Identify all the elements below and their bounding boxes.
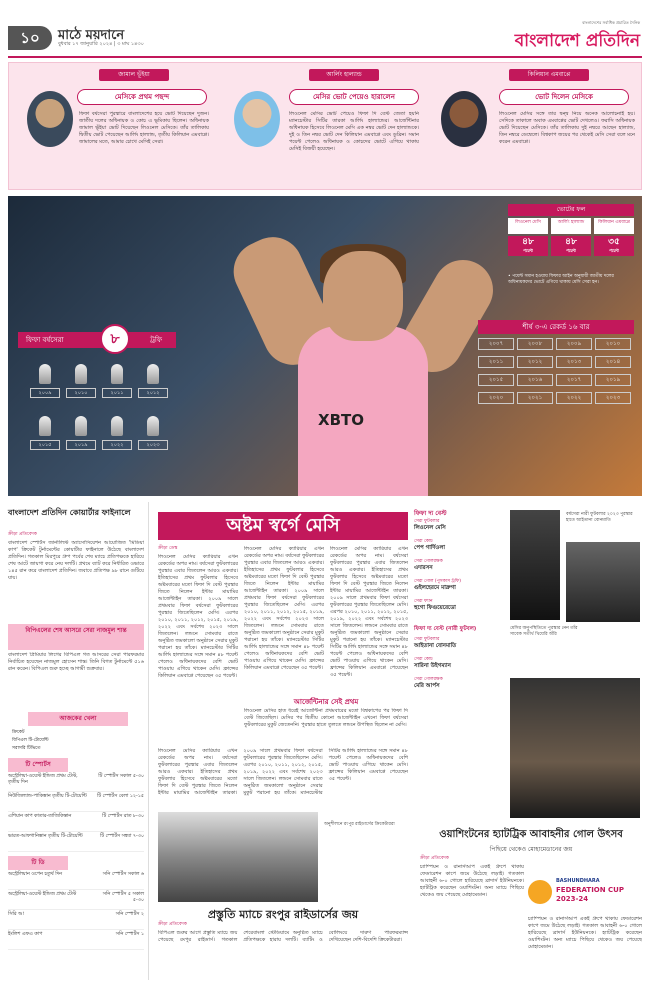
schedule-time: টি স্পোর্টস সকাল ৫-৩০: [98, 774, 144, 779]
award-winner: আইতানা বোনমাতি: [414, 643, 457, 649]
award-label: সেরা গোলরক্ষক: [414, 677, 443, 682]
story2-headline: বিপিএলের শেষ আসরে সেরা নাজমুল শান্ত: [8, 624, 144, 650]
today-item-2: বিপিএল টি-টোয়েন্টি: [12, 738, 49, 743]
lower-section: [8, 502, 642, 980]
vote-points-unit: পয়েন্ট: [609, 248, 619, 253]
story1-byline: ক্রীড়া প্রতিবেদক: [8, 532, 37, 537]
schedule-time: সনি স্পোর্টস সকাল ৬: [102, 872, 144, 877]
award-winner: পেপ গার্দিওলা: [414, 545, 446, 551]
trophy-cell: [138, 362, 168, 402]
trophy-year: ২০১২: [138, 388, 168, 398]
trophy-year: ২০০৯: [30, 388, 60, 398]
top3-year: ২০২৩: [595, 392, 631, 404]
schedule-match: সিরি আ: [8, 912, 24, 917]
award-label: সেরা কোচ: [414, 539, 433, 544]
brand-logo: [440, 20, 640, 52]
vote-points-value: ৪৮: [522, 237, 534, 247]
henry-photo: [566, 542, 640, 622]
masthead: [0, 0, 650, 58]
vote-messi: [508, 218, 548, 258]
tag-mbappe: কিলিয়ান এমবাপ্পে: [509, 69, 589, 81]
trophy-cell: [30, 362, 60, 402]
rangpur-byline: ক্রীড়া প্রতিবেদক: [158, 922, 187, 927]
text-haaland: লিওনেল মেসির ভোট পেয়েও ফিফা দি বেস্ট জেতা হয়নি ম্যানচেস্টার সিটির তারকা আর্লিং হাল্যান্ডের। আর্জেন্টিনার অধিনায়ক হিসেবে লিওনেল মেসি এক নম্বর ভোট দেন হাল্যান্ডকে। দুই ও তিন নম্বর ভোট দেন কিলিয়ান এমবাপ্পে এবং ডুব্রিন। সমান পয়েন্ট পেলেও অধিনায়ক ও কোচদের ভোটে এগিয়ে থাকায় মেসিই বিজয়ী হয়েছেন।: [289, 111, 419, 152]
page-number: ১০: [8, 26, 52, 50]
sub-headline: আর্জেন্টিনার সেই প্রথম: [293, 698, 359, 706]
tag-haaland: আর্লিং হাল্যান্ড: [309, 69, 379, 81]
top3-year: ২০২১: [517, 392, 553, 404]
top3-year: ২০১০: [595, 338, 631, 350]
text-jamal: ফিফা বর্ষসেরা পুরস্কারে বাংলাদেশের হয়ে ভোট দিয়েছেন দুজন। জাতীয় দলের অধিনায়ক ও কোচ এ ভূমিকায় ছিলেন। অধিনায়ক জামাল ভূঁইয়া ভোট দিয়েছেন লিওনেল মেসিকে। তাঁর তালিকায় দ্বিতীয় ভোট পেয়েছেন আর্লিং হাল্যান্ড, তৃতীয় কিলিয়ান এমবাপ্পে। জামালের মতে, আমার চোখে মেসিই সেরা।: [79, 111, 209, 145]
top3-year: ২০২২: [556, 392, 592, 404]
washington-text-cont: চ্যাম্পিয়ন ও রানার্সআপ একই গ্রুপে থাকায় ফেডারেশন কাপে জমে উঠেছে লড়াই। গতকাল আবাহনী ৬-০ গোলে হারিয়েছে ব্রাদার্স ইউনিয়নকে। হ্যাটট্রিক করেছেন ওয়াশিংটন। অন্য ম্যাচে পিছিয়ে থেকেও জয় পেয়েছে মোহামেডান।: [528, 916, 642, 950]
schedule-time: সনি স্পোর্টস ২: [115, 912, 144, 917]
vote-name: আর্লিং হাল্যান্ড: [551, 218, 591, 234]
schedule-match: অস্ট্রেলিয়া-ওয়েস্ট ইন্ডিজ প্রথম টেস্ট: [8, 892, 77, 897]
vote-haaland: [551, 218, 591, 258]
today-games-bar: আজকের খেলা: [28, 712, 128, 726]
women-awards-list: [414, 636, 504, 706]
top3-years-grid: [478, 338, 634, 418]
trophy-icon: [147, 416, 159, 436]
federation-cup-logo: [528, 874, 638, 914]
tv-bar: টি ডি: [8, 856, 68, 870]
headline-mbappe: ভোট দিলেন মেসিকে: [499, 89, 629, 105]
rangpur-caption: অনুশীলনে রংপুর রাইডার্সের ক্রিকেটাররা: [324, 822, 395, 827]
rangpur-text: বিপিএল শুরুর আগে প্রস্তুতি ম্যাচে জয় পেয়েছে রংপুর রাইডার্স। গতকাল শেরেবাংলা স্টেডিয়ামে অনুষ্ঠিত ম্যাচে প্রতিপক্ষকে হারায় দলটি। ব্যাটিং ও বোলিংয়ে দারুণ পারফরম্যান্স দেখিয়েছেন দেশি-বিদেশি ক্রিকেটাররা।: [158, 930, 408, 943]
schedule-row: [8, 774, 144, 792]
trophy-icon: [111, 416, 123, 436]
schedule-row: [8, 814, 144, 832]
story2-text: বাংলাদেশ প্রিমিয়ার লিগের বিপিএল গত আসরের সেরা পারফরমার নির্বাচিত হয়েছেন নাজমুল হোসেন শান্ত। তিনি বিগত টুর্নামেন্টে ৫১৬ রান করেন। বিপিএল শুরু হচ্ছে আগামী শুক্রবার।: [8, 652, 144, 672]
washington-headline: ওয়াশিংটনের হ্যাটট্রিক আবাহনীর গোল উৎসব: [439, 829, 623, 840]
top3-year: ২০১২: [517, 356, 553, 368]
today-item-3: সরাসরি টিভিতে: [12, 746, 41, 751]
jamal-photo: [27, 91, 73, 147]
award-winner: গুইলহেরমে মাদ্রুগা: [414, 585, 456, 591]
trophy-icon: [39, 416, 51, 436]
messi-illustration: [258, 216, 458, 496]
best-label: ফিফা দ্য বেস্ট: [414, 510, 447, 517]
logo-title: FEDERATION CUP 2023-24: [556, 886, 624, 903]
rangpur-photo: [158, 812, 318, 902]
trophy-year: ২০১১: [102, 388, 132, 398]
vote-results-title: ভোটের ফল: [508, 204, 634, 216]
top3-year: ২০১৯: [595, 374, 631, 386]
ceremony-photo: [510, 678, 640, 818]
schedule-match: অস্ট্রেলিয়ান ওপেন চতুর্থ দিন: [8, 872, 62, 877]
trophies-count: ৮: [100, 324, 130, 354]
schedule-match: অস্ট্রেলিয়া-ওয়েস্ট ইন্ডিজ প্রথম টেস্ট, তৃতীয় দিন: [8, 774, 78, 785]
mbappe-photo: [441, 91, 487, 147]
schedule-match: ভারত-আফগানিস্তান তৃতীয় টি-টোয়েন্টি: [8, 834, 83, 839]
schedule-time: সনি স্পোর্টস ১: [115, 932, 144, 937]
main-text-col-3: লিওনেল মেসির ক্যারিয়ার এখন রেকর্ডের অপর নাম। বর্ষসেরা ফুটবলারের পুরস্কার এবার জিতলেন আরও একবার। ইতিহাসের প্রথম ফুটবলার হিসেবে অষ্টমবারের মতো ফিফা দি বেস্ট পুরস্কার জিতে নিলেন ইন্টার মায়ামির আর্জেন্টাইন তারকা। ২০০৯ সালে প্রথমবার ফিফা বর্ষসেরা ফুটবলারের পুরস্কার জিতেছিলেন মেসি। এরপর ২০১০, ২০১১, ২০১২, ২০১৫, ২০১৯, ২০২২ এবং সর্বশেষ ২০২৩ সালে জিতলেন। লন্ডনে সোমবার রাতে অনুষ্ঠিত জমকালো অনুষ্ঠানে সেরার মুকুট পরানো হয় তাঁকে। ম্যানচেস্টার সিটির আর্লিং হাল্যান্ডের সঙ্গে সমান ৪৮ পয়েন্ট পেলেও অধিনায়কদের বেশি ভোট পাওয়ায় এগিয়ে থাকেন মেসি। ফ্রান্সের কিলিয়ান এমবাপ্পে পেয়েছেন ৩৫ পয়েন্ট।: [330, 546, 408, 678]
award-label: সেরা গোল (পুসকাস ট্রফি): [414, 579, 462, 584]
top3-title: শীর্ষ ৩-এ রেকর্ড ১৬ বার: [478, 320, 634, 334]
voting-panel: [8, 62, 642, 190]
award-label: সেরা ফুটবলার: [414, 519, 440, 524]
vote-points-unit: পয়েন্ট: [566, 248, 576, 253]
vote-points-value: ৩৫: [608, 237, 620, 247]
trophy-cell: [138, 414, 168, 454]
main-text-continued: লিওনেল মেসির ক্যারিয়ার এখন রেকর্ডের অপর নাম। বর্ষসেরা ফুটবলারের পুরস্কার এবার জিতলেন আরও একবার। ইতিহাসের প্রথম ফুটবলার হিসেবে অষ্টমবারের মতো ফিফা দি বেস্ট পুরস্কার জিতে নিলেন ইন্টার মায়ামির আর্জেন্টাইন তারকা। ২০০৯ সালে প্রথমবার ফিফা বর্ষসেরা ফুটবলারের পুরস্কার জিতেছিলেন মেসি। এরপর ২০১০, ২০১১, ২০১২, ২০১৫, ২০১৯, ২০২২ এবং সর্বশেষ ২০২৩ সালে জিতলেন। লন্ডনে সোমবার রাতে অনুষ্ঠিত জমকালো অনুষ্ঠানে সেরার মুকুট পরানো হয় তাঁকে। ম্যানচেস্টার সিটির আর্লিং হাল্যান্ডের সঙ্গে সমান ৪৮ পয়েন্ট পেলেও অধিনায়কদের বেশি ভোট পাওয়ায় এগিয়ে থাকেন মেসি। ফ্রান্সের কিলিয়ান এমবাপ্পে পেয়েছেন ৩৫ পয়েন্ট।: [158, 748, 408, 796]
trophy-cell: [102, 414, 132, 454]
trophy-year: ২০১৯: [66, 440, 96, 450]
hero-photo: [8, 196, 642, 496]
schedule-row: [8, 912, 144, 930]
vote-results: [508, 204, 634, 300]
vote-name: লিওনেল মেসি: [508, 218, 548, 234]
award-label: সেরা গোলরক্ষক: [414, 559, 443, 564]
vote-points-unit: পয়েন্ট: [523, 248, 533, 253]
vote-points: [508, 236, 548, 256]
trophy-icon: [75, 416, 87, 436]
sub-text: লিওনেল মেসির হাত ধরেই আর্জেন্টিনা প্রথমবারের মতো বিশ্বকাপের পর ফিফা দি বেস্ট জিতেছিল। মেসির পর দ্বিতীয় কোনো আর্জেন্টাইন এখনো ফিফা বর্ষসেরা ফুটবলারের মুকুট জেতেননি। পুরস্কার হাতে তুলতে লন্ডনে উপস্থিত ছিলেন না মেসি।: [244, 708, 408, 728]
trophy-year: ২০১০: [66, 388, 96, 398]
brand-tagline: বাংলাদেশের সর্বাধিক প্রচারিত দৈনিক: [582, 20, 640, 25]
schedule-time: টি স্পোর্টস রাত ৮-৩০: [102, 814, 144, 819]
trophy-icon: [147, 364, 159, 384]
trophy-cell: [66, 414, 96, 454]
trophy-cell: [30, 414, 60, 454]
award-winner: হুগো ফিগুয়েরেডো: [414, 605, 456, 611]
award-winner: মেরি আর্পস: [414, 683, 440, 689]
trophies-label: ফিফা বর্ষসেরা: [18, 332, 138, 348]
schedule-match: ইংলিশ এফএ কাপ: [8, 932, 43, 937]
schedule-row: [8, 834, 144, 852]
trophy-cell: [102, 362, 132, 402]
awards-list: [414, 518, 504, 628]
header-rule: [8, 56, 642, 58]
top3-year: ২০১১: [478, 356, 514, 368]
top3-year: ২০২০: [478, 392, 514, 404]
top3-year: ২০১৪: [595, 356, 631, 368]
main-text-col-1: লিওনেল মেসির ক্যারিয়ার এখন রেকর্ডের অপর নাম। বর্ষসেরা ফুটবলারের পুরস্কার এবার জিতলেন আরও একবার। ইতিহাসের প্রথম ফুটবলার হিসেবে অষ্টমবারের মতো ফিফা দি বেস্ট পুরস্কার জিতে নিলেন ইন্টার মায়ামির আর্জেন্টাইন তারকা। ২০০৯ সালে প্রথমবার ফিফা বর্ষসেরা ফুটবলারের পুরস্কার জিতেছিলেন মেসি। এরপর ২০১০, ২০১১, ২০১২, ২০১৫, ২০১৯, ২০২২ এবং সর্বশেষ ২০২৩ সালে জিতলেন। লন্ডনে সোমবার রাতে অনুষ্ঠিত জমকালো অনুষ্ঠানে সেরার মুকুট পরানো হয় তাঁকে। ম্যানচেস্টার সিটির আর্লিং হাল্যান্ডের সঙ্গে সমান ৪৮ পয়েন্ট পেলেও অধিনায়কদের বেশি ভোট পাওয়ায় এগিয়ে থাকেন মেসি। ফ্রান্সের কিলিয়ান এমবাপ্পে পেয়েছেন ৩৫ পয়েন্ট।: [158, 554, 238, 679]
trophy-icon: [75, 364, 87, 384]
main-byline: ক্রীড়া ডেস্ক: [158, 546, 178, 551]
schedule-time: সনি স্পোর্টস ৫ সকাল ৫-৩০: [102, 892, 144, 903]
tag-jamal: জামাল ভূঁইয়া: [99, 69, 169, 81]
trophy-cell: [66, 362, 96, 402]
schedule-row: [8, 932, 144, 950]
award-label: সেরা ফুটবলার: [414, 637, 440, 642]
top3-year: ২০০৯: [556, 338, 592, 350]
trophy-year: ২০২৩: [138, 440, 168, 450]
rangpur-headline: প্রস্তুতি ম্যাচে রংপুর রাইডার্সের জয়: [207, 908, 359, 921]
text-mbappe: লিওনেল মেসির সঙ্গে তার দ্বন্দ্ব নিয়ে অনেক আলোচনাই হয়। সেদিকে তাকালে অবাক এমবাপ্পের ভোট দেখলেও। ফরাসি অধিনায়ক ভোট দিয়েছেন মেসিকে। তাঁর তালিকায় দুই নম্বরে আছেন হাল্যান্ড, তিন নম্বরে ডেম্বেলে। বিশ্বকাপ জয়ের পর থেকেই মেসি সেরা বলে মনে করেন এমবাপ্পে।: [499, 111, 635, 145]
logo-brand: BASHUNDHARA: [556, 878, 600, 884]
award-label: সেরা কোচ: [414, 657, 433, 662]
schedule-row: [8, 892, 144, 910]
award-winner: এদারসন: [414, 565, 433, 571]
schedule-list-1: [8, 774, 144, 854]
schedule-row: [8, 872, 144, 890]
schedule-row: [8, 794, 144, 812]
head: [323, 251, 403, 341]
bonmati-caption: বর্ষসেরা নারী ফুটবলার ২০২৩ পুরস্কার হাতে আইতানা বোনমাতি: [566, 512, 633, 523]
haaland-photo: [234, 91, 280, 147]
schedule-match: এশিয়ান কাপ কাতার-তাজিকিস্তান: [8, 814, 72, 819]
story1-headline: বাংলাদেশ প্রতিদিন কোয়ার্টার ফাইনালে: [8, 508, 131, 517]
vote-mbappe: [594, 218, 634, 258]
top3-year: ২০০৮: [517, 338, 553, 350]
sports-bar: টি স্পোর্টস: [8, 758, 68, 772]
women-best-label: ফিফা দ্য বেস্ট (নারী ফুটবল): [414, 626, 477, 632]
schedule-time: টি স্পোর্টস সন্ধ্যা ৭-৩০: [99, 834, 144, 839]
washington-byline: ক্রীড়া প্রতিবেদক: [420, 856, 449, 861]
today-item-1: ক্রিকেট: [12, 730, 25, 735]
trophy-year: ২০২২: [102, 440, 132, 450]
trophy-icon: [39, 364, 51, 384]
washington-subheadline: পিছিয়ে থেকেও মোহামেডানের জয়: [489, 846, 573, 853]
story1-text: বাংলাদেশ স্পোর্টস জার্নালিস্ট অ্যাসোসিয়েশন আয়োজিত 'মিডিয়া কাপ' ক্রিকেট টুর্নামেন্টের কোয়ার্টার ফাইনালে উঠেছে বাংলাদেশ প্রতিদিন। গতকাল মিরপুরে গ্রুপ পর্বের শেষ ম্যাচে প্রতিপক্ষকে হারিয়ে শেষ আটে জায়গা করে নেয় দলটি। প্রথমে ব্যাট করে নির্ধারিত ওভারে ১৪৫ রান করে বাংলাদেশ প্রতিদিন। জবাবে প্রতিপক্ষ ৯৮ রানে গুটিয়ে যায়।: [8, 540, 144, 581]
page-section-name: মাঠে ময়দানে: [58, 28, 125, 43]
bonmati-photo: [510, 510, 560, 620]
top3-year: ২০১৩: [556, 356, 592, 368]
award-label: সেরা ফ্যান: [414, 599, 433, 604]
trophy-icon: [528, 880, 552, 904]
left-column: [8, 502, 146, 980]
main-headline: অষ্টম স্বর্গে মেসি: [158, 512, 408, 540]
headline-haaland: মেসির ভোট পেয়েও হারালেন: [289, 89, 419, 105]
top3-year: ২০১৬: [517, 374, 553, 386]
page-date: বুধবার ১৭ জানুয়ারি ২০২৪ | ৩ মাঘ ১৪৩০: [58, 41, 144, 47]
main-text-col-2: লিওনেল মেসির ক্যারিয়ার এখন রেকর্ডের অপর নাম। বর্ষসেরা ফুটবলারের পুরস্কার এবার জিতলেন আরও একবার। ইতিহাসের প্রথম ফুটবলার হিসেবে অষ্টমবারের মতো ফিফা দি বেস্ট পুরস্কার জিতে নিলেন ইন্টার মায়ামির আর্জেন্টাইন তারকা। ২০০৯ সালে প্রথমবার ফিফা বর্ষসেরা ফুটবলারের পুরস্কার জিতেছিলেন মেসি। এরপর ২০১০, ২০১১, ২০১২, ২০১৫, ২০১৯, ২০২২ এবং সর্বশেষ ২০২৩ সালে জিতলেন। লন্ডনে সোমবার রাতে অনুষ্ঠিত জমকালো অনুষ্ঠানে সেরার মুকুট পরানো হয় তাঁকে। ম্যানচেস্টার সিটির আর্লিং হাল্যান্ডের সঙ্গে সমান ৪৮ পয়েন্ট পেলেও অধিনায়কদের বেশি ভোট পাওয়ায় এগিয়ে থাকেন মেসি। ফ্রান্সের কিলিয়ান এমবাপ্পে পেয়েছেন ৩৫ পয়েন্ট।: [244, 546, 324, 671]
headline-jamal: মেসিকে প্রথম পছন্দ: [77, 89, 207, 105]
schedule-list-2: [8, 872, 144, 972]
page-label: [8, 26, 168, 50]
trophy-grid: [30, 362, 180, 472]
vote-points-value: ৪৮: [565, 237, 577, 247]
schedule-time: টি স্পোর্টস বেলা ১২-১৫: [97, 794, 144, 799]
awards-column: [410, 502, 642, 832]
top3-year: ২০১৭: [556, 374, 592, 386]
schedule-match: নিউজিল্যান্ড-পাকিস্তান তৃতীয় টি-টোয়েন্টি: [8, 794, 87, 799]
award-winner: লিওনেল মেসি: [414, 525, 446, 531]
jersey-sponsor: XBTO: [318, 411, 364, 429]
vote-points: [594, 236, 634, 256]
trophy-icon: [111, 364, 123, 384]
top3-year: ২০০৭: [478, 338, 514, 350]
trophy-year: ২০১৫: [30, 440, 60, 450]
award-winner: সারিনা উইগম্যান: [414, 663, 451, 669]
brand-name: বাংলাদেশ প্রতিদিন: [514, 31, 640, 51]
vote-points: [551, 236, 591, 256]
top3-year: ২০১৫: [478, 374, 514, 386]
washington-text: চ্যাম্পিয়ন ও রানার্সআপ একই গ্রুপে থাকায় ফেডারেশন কাপে জমে উঠেছে লড়াই। গতকাল আবাহনী ৬-০ গোলে হারিয়েছে ব্রাদার্স ইউনিয়নকে। হ্যাটট্রিক করেছেন ওয়াশিংটন। অন্য ম্যাচে পিছিয়ে থেকেও জয় পেয়েছে মোহামেডান।: [420, 864, 524, 898]
trophies-word: ট্রফি: [136, 332, 176, 348]
vote-name: কিলিয়ান এমবাপ্পে: [594, 218, 634, 234]
henry-caption: মেসির অনুপস্থিতিতে পুরস্কার নেন তাঁর সাবেক সতীর্থ থিয়েরি অঁরি: [510, 626, 578, 637]
vote-note: • পয়েন্ট সমান হওয়ায় ফিফার আইন অনুযায়ী জাতীয় দলের অধিনায়কদের ভোটে এগিয়ে থাকায় মেসি সেরা হন।: [508, 274, 614, 285]
